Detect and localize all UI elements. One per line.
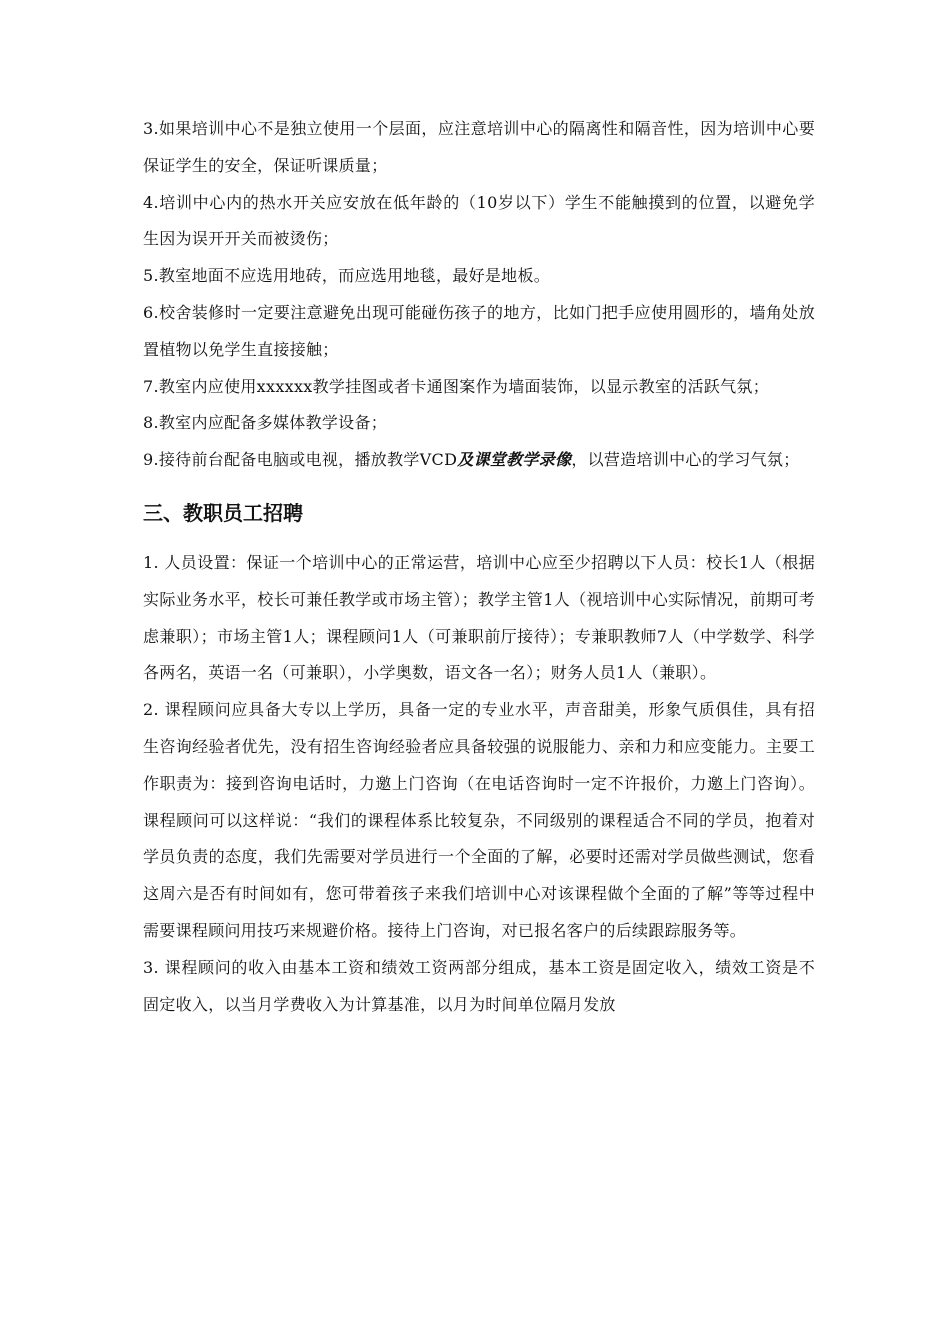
list-item: 3. 课程顾问的收入由基本工资和绩效工资两部分组成，基本工资是固定收入，绩效工资是不固定收入，以当月学费收入为计算基准，以月为时间单位隔月发放 bbox=[143, 957, 815, 1014]
item9-text-after: ，以营造培训中心的学习气氛； bbox=[571, 450, 800, 470]
document-body bbox=[143, 111, 815, 1023]
list-item: 6.校舍装修时一定要注意避免出现可能碰伤孩子的地方，比如门把手应使用圆形的，墙角处放置植物以免学生直接接触； bbox=[143, 302, 815, 359]
list-item: 7.教室内应使用xxxxxx教学挂图或者卡通图案作为墙面装饰，以显示教室的活跃气氛； bbox=[143, 376, 770, 396]
list-item: 8.教室内应配备多媒体教学设备； bbox=[143, 413, 388, 433]
list-item-9 bbox=[143, 442, 815, 479]
section-heading: 三、教职员工招聘 bbox=[143, 500, 303, 525]
list-item: 2. 课程顾问应具备大专以上学历，具备一定的专业水平，声音甜美，形象气质俱佳，具有招生咨询经验者优先，没有招生咨询经验者应具备较强的说服能力、亲和力和应变能力。主要工作职责为：接到咨询电话时，力邀上门咨询（在电话咨询时一定不许报价，力邀上门咨询）。课程顾问可以这样说：“我们的课程体系比较复杂，不同级别的课程适合不同的学员，抱着对学员负责的态度，我们先需要对学员进行一个全面的了解，必要时还需对学员做些测试，您看这周六是否有时间如有，您可带着孩子来我们培训中心对该课程做个全面的了解”等等过程中需要课程顾问用技巧来规避价格。接待上门咨询，对已报名客户的后续跟踪服务等。 bbox=[143, 700, 815, 940]
list-item: 1. 人员设置：保证一个培训中心的正常运营，培训中心应至少招聘以下人员：校长1人（根据实际业务水平，校长可兼任教学或市场主管）；教学主管1人（视培训中心实际情况，前期可考虑兼职）；市场主管1人；课程顾问1人（可兼职前厅接待）；专兼职教师7人（中学数学、科学各两名，英语一名（可兼职），小学奥数，语文各一名）；财务人员1人（兼职）。 bbox=[143, 552, 815, 683]
list-item: 4.培训中心内的热水开关应安放在低年龄的（10岁以下）学生不能触摸到的位置，以避免学生因为误开开关而被烫伤； bbox=[143, 192, 815, 249]
item9-text-before: 9.接待前台配备电脑或电视，播放教学VCD bbox=[143, 450, 458, 470]
list-item: 5.教室地面不应选用地砖，而应选用地毯，最好是地板。 bbox=[143, 266, 551, 286]
item9-emphasis: 及课堂教学录像 bbox=[457, 450, 572, 470]
list-item: 3.如果培训中心不是独立使用一个层面，应注意培训中心的隔离性和隔音性，因为培训中心要保证学生的安全，保证听课质量； bbox=[143, 119, 815, 175]
